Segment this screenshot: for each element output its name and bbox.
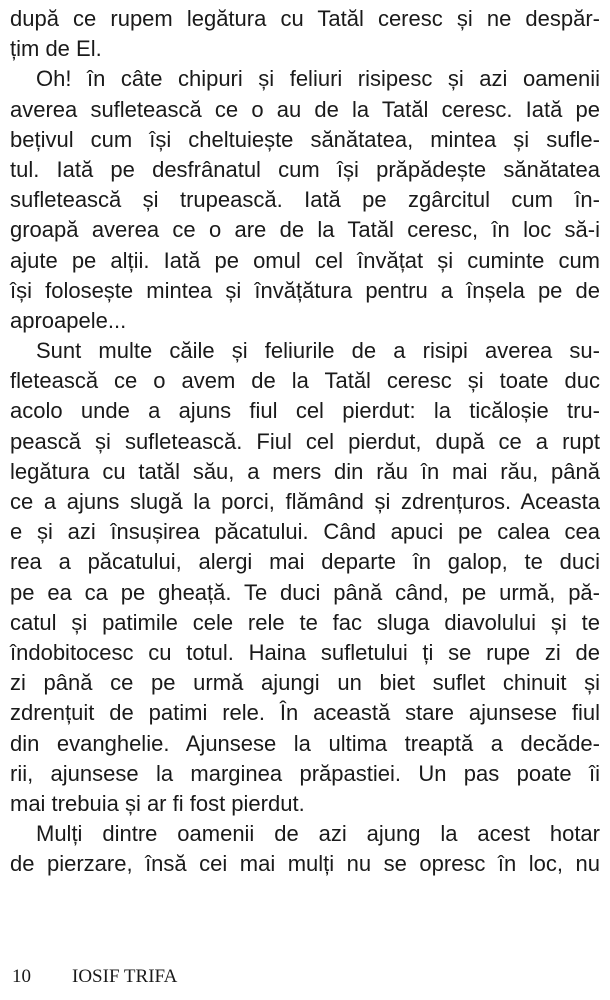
text-line: sufletească și trupească. Iată pe zgârcitul cum în- (10, 187, 600, 213)
running-author: IOSIF TRIFA (72, 966, 178, 987)
text-line: îndobitocesc cu totul. Haina sufletului ți se rupe zi de (10, 639, 600, 665)
paragraph-first-line: Oh! în câte chipuri și feliuri risipesc și azi oamenii (36, 66, 600, 92)
text-line: își folosește mintea și învățătura pentru a înșela pe de (10, 277, 600, 303)
text-line: de pierzare, însă cei mai mulți nu se opresc în loc, nu (10, 851, 600, 877)
text-line: zdrențuit de patimi rele. În această stare ajunsese fiul (10, 700, 600, 726)
text-line: averea sufletească ce o au de la Tatăl ceresc. Iată pe (10, 96, 600, 122)
text-line: pe ea ca pe gheață. Te duci până când, pe urmă, pă- (10, 579, 600, 605)
text-line: tul. Iată pe desfrânatul cum își prăpădește sănătatea (10, 156, 600, 182)
text-line: rii, ajunsese la marginea prăpastiei. Un pas poate îi (10, 760, 600, 786)
text-line: rea a păcatului, alergi mai departe în galop, te duci (10, 549, 600, 575)
text-line: aproapele... (10, 307, 127, 333)
paragraph-first-line: Mulți dintre oamenii de azi ajung la acest hotar (36, 821, 600, 847)
text-line: după ce rupem legătura cu Tatăl ceresc și ne despăr- (10, 6, 600, 31)
text-line: zi până ce pe urmă ajungi un biet suflet chinuit și (10, 670, 600, 696)
text-line: acolo unde a ajuns fiul cel pierdut: la ticăloșie tru- (10, 398, 600, 424)
page-number: 10 (12, 966, 31, 987)
text-line: e și azi însușirea păcatului. Când apuci pe calea cea (10, 519, 600, 545)
text-line: ce a ajuns slugă la porci, flămând și zdrențuros. Aceasta (10, 489, 600, 514)
text-line: groapă averea ce o are de la Tatăl ceresc, în loc să-i (10, 217, 600, 243)
text-line: ajute pe alții. Iată pe omul cel învățat și cuminte cum (10, 247, 600, 273)
text-line: bețivul cum își cheltuiește sănătatea, mintea și sufle- (10, 126, 600, 152)
text-line: catul și patimile cele rele te fac sluga diavolului și te (10, 609, 600, 635)
text-line: mai trebuia și ar fi fost pierdut. (10, 790, 305, 816)
text-line: din evanghelie. Ajunsese la ultima treaptă a decăde- (10, 730, 600, 756)
body-text (10, 4, 600, 879)
text-line: fletească ce o avem de la Tatăl ceresc și toate duc (10, 368, 600, 394)
text-line: legătura cu tatăl său, a mers din rău în mai rău, până (10, 458, 600, 484)
text-line: țim de El. (10, 36, 102, 62)
page-footer (12, 966, 177, 992)
paragraph-first-line: Sunt multe căile și feliurile de a risipi averea su- (36, 338, 600, 364)
text-line: pească și sufletească. Fiul cel pierdut, după ce a rupt (10, 428, 600, 454)
